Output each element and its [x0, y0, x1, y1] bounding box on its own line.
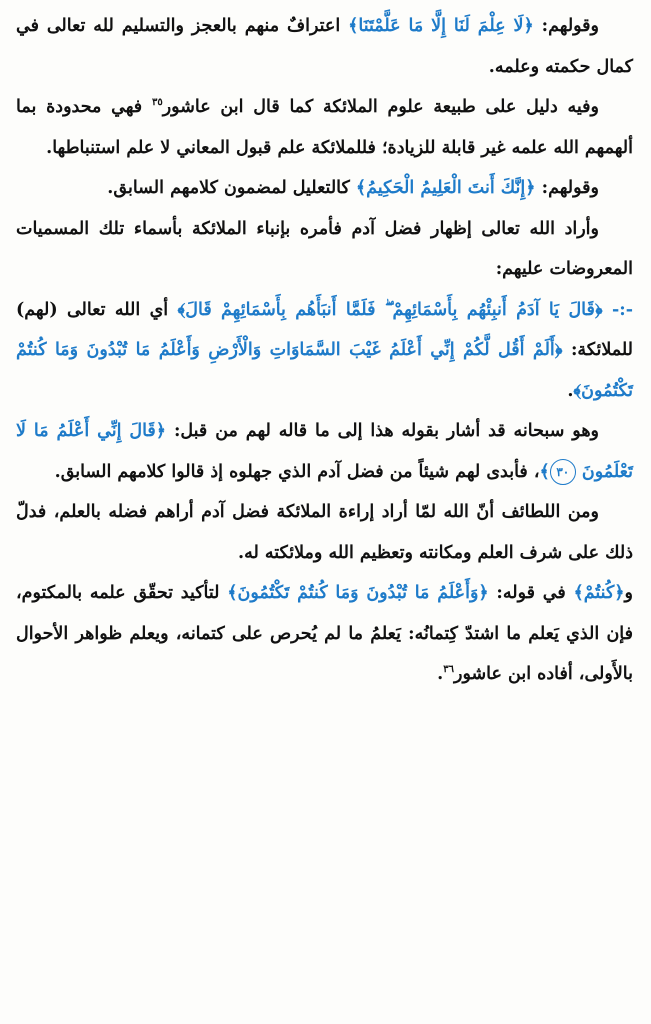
paragraph-3 [16, 168, 633, 209]
quran-quote: ﴿قَالَ يَا آدَمُ أَنبِئْهُم بِأَسْمَائِهِمْ ۖ فَلَمَّا أَنبَأَهُم بِأَسْمَائِهِمْ قَالَ﴾ [177, 299, 603, 320]
quran-quote: ﴿لَا عِلْمَ لَنَا إِلَّا مَا عَلَّمْتَنَا﴾ [348, 16, 534, 36]
paragraph-4 [16, 209, 633, 290]
paragraph-8 [16, 573, 633, 695]
body-text: أي الله تعالى (لهم) للملائكة: [16, 299, 634, 360]
paragraph-2 [16, 87, 633, 168]
body-text: وأراد الله تعالى إظهار فضل آدم فأمره بإنباء الملائكة بأسماء تلك المسميات المعروضات عليهم: [16, 218, 633, 279]
period: . [567, 380, 574, 401]
paragraph-7 [16, 492, 633, 573]
paragraph-6 [16, 411, 633, 492]
footnote-ref[interactable]: ٣٥ [151, 97, 163, 109]
body-text: ومن اللطائف أنّ الله لمّا أراد إراءة الملائكة فضل آدم أراهم فضله بالعلم، فدلّ ذلك على شرف العلم ومكانته وتعظيم الله وملائكته له. [16, 502, 633, 563]
body-text: لتأكيد تحقّق علمه بالمكتوم، فإن الذي يَعلم ما اشتدّ كِتمانُه: يَعلمُ ما لم يُحرص على كتمانه، ويعلم ظواهر الأحوال بالأَولى، أفاده ابن عاشور [16, 583, 633, 684]
body-text: كالتعليل لمضمون كلامهم السابق. [107, 178, 350, 198]
verse-number-badge: ٣٠ [550, 459, 576, 485]
lead-text: وقولهم: [541, 178, 599, 198]
section-mark: -:- [612, 299, 633, 320]
quran-quote-close: ﴾ [539, 461, 550, 482]
footnote-ref[interactable]: ٣٦ [443, 664, 455, 676]
quran-quote: ﴿كُنتُمْ﴾ [573, 583, 625, 603]
quran-quote: ﴿قَالَ إِنِّي أَعْلَمُ مَا لَا تَعْلَمُونَ [16, 421, 633, 482]
body-text: وفيه دليل على طبيعة علوم الملائكة كما قال ابن عاشور [162, 97, 599, 117]
quran-quote: ﴿أَلَمْ أَقُل لَّكُمْ إِنِّي أَعْلَمُ غَيْبَ السَّمَاوَاتِ وَالْأَرْضِ وَأَعْلَمُ مَا تُبْدُونَ وَمَا كُنتُمْ تَكْتُمُونَ﴾ [16, 340, 633, 401]
paragraph-5 [16, 290, 633, 412]
quran-quote: ﴿وَأَعْلَمُ مَا تُبْدُونَ وَمَا كُنتُمْ تَكْتُمُونَ﴾ [227, 583, 489, 603]
period: . [437, 664, 444, 684]
body-text: فهي محدودة بما ألهمهم الله علمه غير قابلة للزيادة؛ فللملائكة علم قبول المعاني لا علم استنباطها. [16, 97, 633, 158]
lead-text: و [624, 583, 633, 603]
paragraph-1 [16, 6, 633, 87]
lead-text: وقولهم: [541, 16, 600, 36]
quran-quote: ﴿إِنَّكَ أَنتَ الْعَلِيمُ الْحَكِيمُ﴾ [355, 178, 536, 198]
lead-text: وهو سبحانه قد أشار بقوله هذا إلى ما قاله لهم من قبل: [173, 421, 599, 441]
body-text: اعترافٌ منهم بالعجز والتسليم لله تعالى في كمال حكمته وعلمه. [16, 16, 633, 77]
body-text: في قوله: [496, 583, 566, 603]
body-text: ، فأبدى لهم شيئاً من فضل آدم الذي جهلوه إذ قالوا كلامهم السابق. [54, 461, 540, 482]
